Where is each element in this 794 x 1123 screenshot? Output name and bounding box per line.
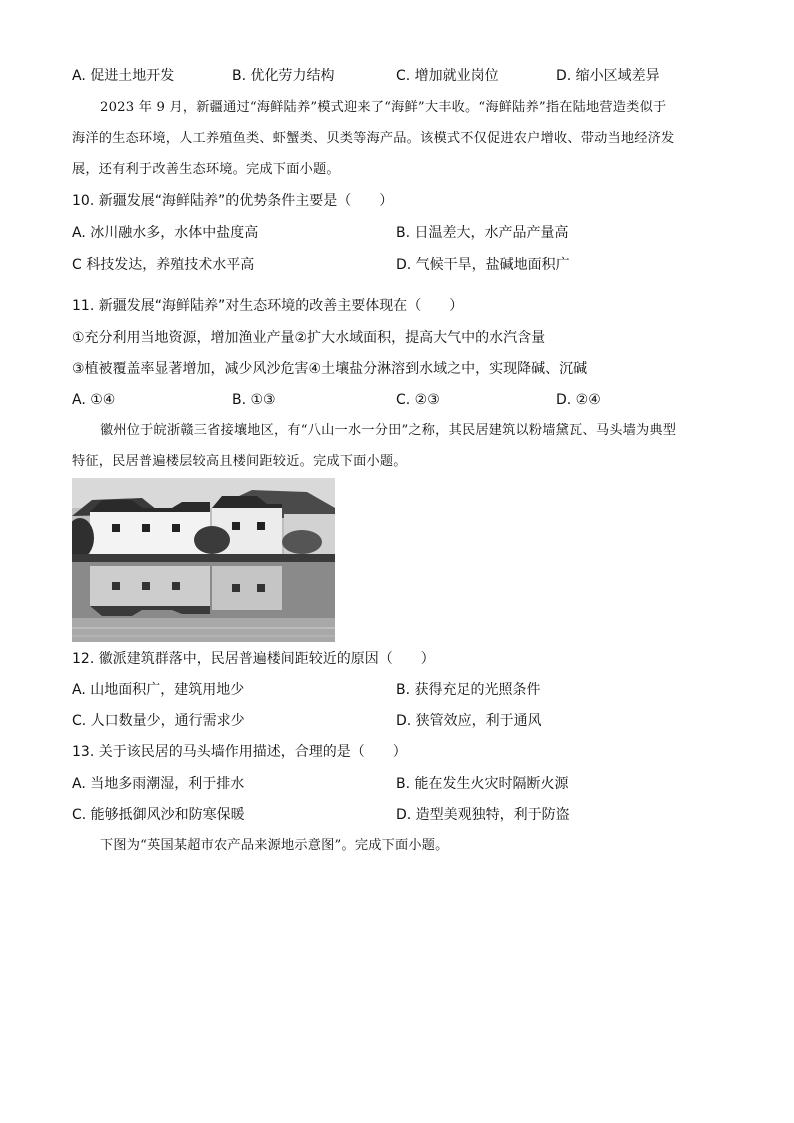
huizhou-houses-photo — [72, 478, 335, 642]
q9-option-b: B. 优化劳力结构 — [232, 68, 335, 84]
q9-option-d: D. 缩小区域差异 — [556, 68, 660, 84]
q11-option-c: C. ②③ — [396, 392, 440, 408]
q10-stem: 10. 新疆发展“海鲜陆养”的优势条件主要是（ ） — [72, 193, 394, 209]
q10-option-a: A. 冰川融水多，水体中盐度高 — [72, 225, 259, 241]
q11-statement-1: ①充分利用当地资源，增加渔业产量②扩大水域面积，提高大气中的水汽含量 — [72, 330, 546, 346]
q13-option-b: B. 能在发生火灾时隔断火源 — [396, 776, 569, 792]
q13-stem: 13. 关于该民居的马头墙作用描述，合理的是（ ） — [72, 744, 407, 760]
passage2-line-1: 徽州位于皖浙赣三省接壤地区，有“八山一水一分田”之称，其民居建筑以粉墙黛瓦、马头墙为典型 — [100, 423, 677, 438]
q12-option-b: B. 获得充足的光照条件 — [396, 682, 541, 698]
q11-stem: 11. 新疆发展“海鲜陆养”对生态环境的改善主要体现在（ ） — [72, 298, 464, 314]
q11-option-b: B. ①③ — [232, 392, 276, 408]
q11-statement-2: ③植被覆盖率显著增加，减少风沙危害④土壤盐分淋溶到水域之中，实现降碱、沉碱 — [72, 361, 588, 377]
q10-option-b: B. 日温差大，水产品产量高 — [396, 225, 569, 241]
q12-option-d: D. 狭管效应，利于通风 — [396, 713, 542, 729]
q12-option-a: A. 山地面积广，建筑用地少 — [72, 682, 245, 698]
q13-option-c: C. 能够抵御风沙和防寒保暖 — [72, 807, 245, 823]
q11-option-d: D. ②④ — [556, 392, 601, 408]
passage1-line-1: 2023 年 9 月，新疆通过“海鲜陆养”模式迎来了“海鲜”大丰收。“海鲜陆养”指在陆地营造类似于 — [100, 100, 667, 115]
passage1-line-3: 展，还有利于改善生态环境。完成下面小题。 — [72, 162, 340, 177]
q13-option-d: D. 造型美观独特，利于防盗 — [396, 807, 570, 823]
passage1-line-2: 海洋的生态环境，人工养殖鱼类、虾蟹类、贝类等海产品。该模式不仅促进农户增收、带动当地经济发 — [72, 131, 675, 146]
passage2-line-2: 特征，民居普遍楼层较高且楼间距较近。完成下面小题。 — [72, 454, 407, 469]
passage3-line: 下图为“英国某超市农产品来源地示意图”。完成下面小题。 — [100, 838, 449, 853]
q10-option-c: C 科技发达，养殖技术水平高 — [72, 257, 255, 273]
q10-option-d: D. 气候干旱，盐碱地面积广 — [396, 257, 570, 273]
q12-stem: 12. 徽派建筑群落中，民居普遍楼间距较近的原因（ ） — [72, 651, 435, 667]
q13-option-a: A. 当地多雨潮湿，利于排水 — [72, 776, 245, 792]
q11-option-a: A. ①④ — [72, 392, 116, 408]
q12-option-c: C. 人口数量少，通行需求少 — [72, 713, 245, 729]
q9-option-c: C. 增加就业岗位 — [396, 68, 499, 84]
q9-option-a: A. 促进土地开发 — [72, 68, 175, 84]
